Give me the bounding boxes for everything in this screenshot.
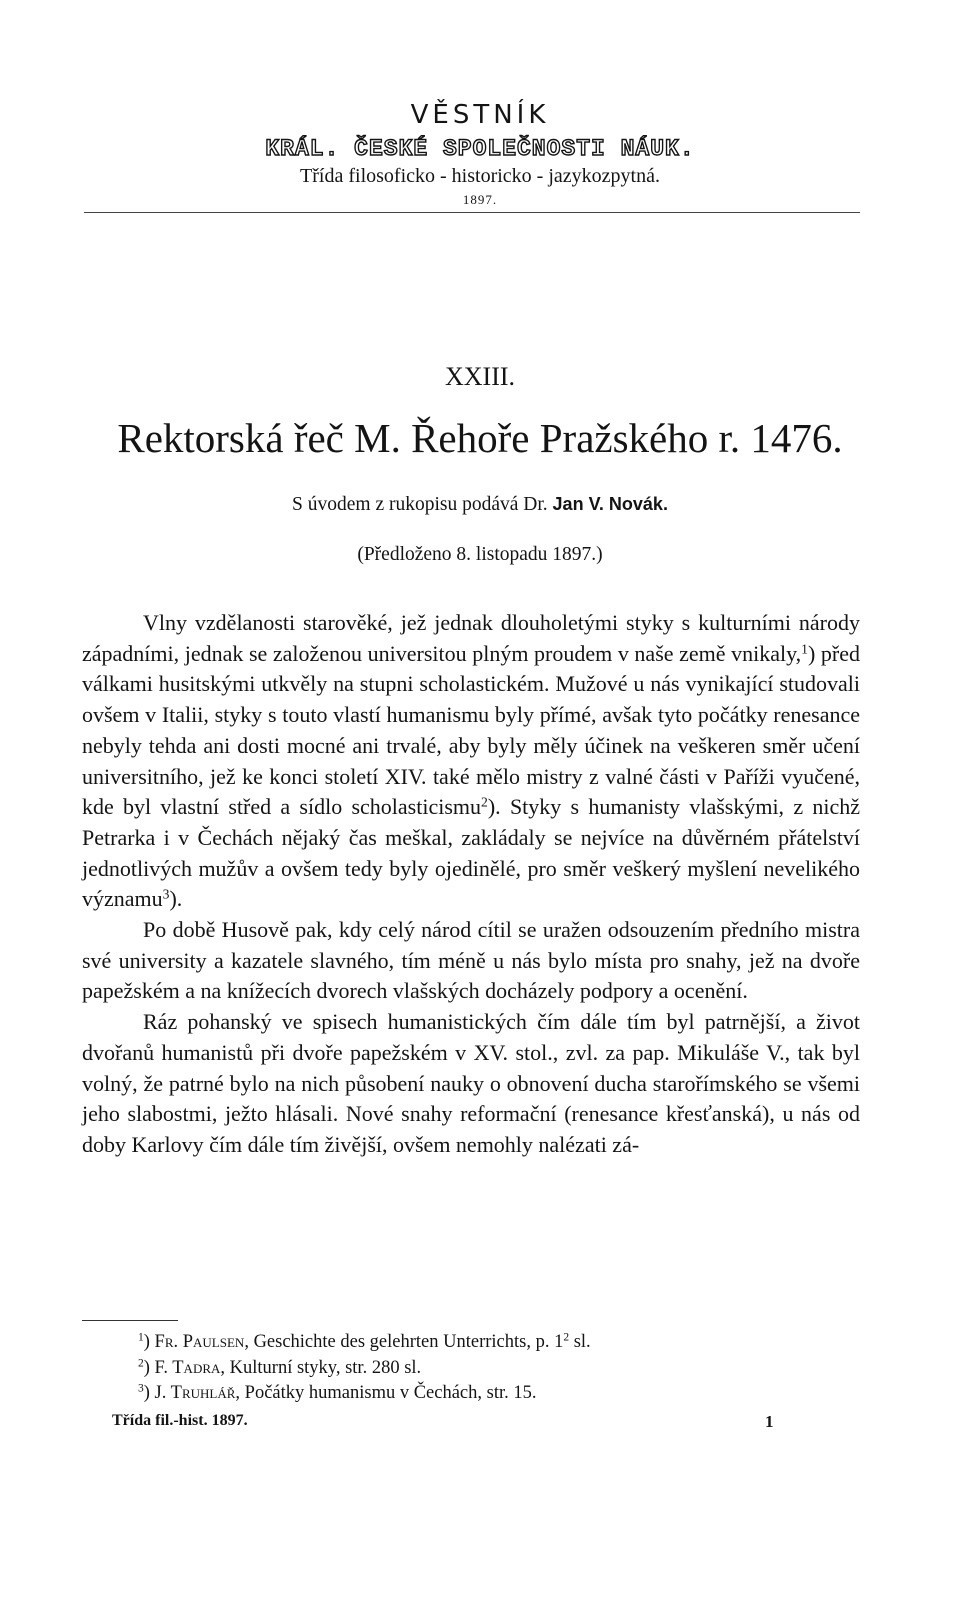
footnote-2: $^2$) F. Tadra, Kulturní styky, str. 280 sl. (138, 1357, 422, 1378)
footnote-marker: 2 (138, 1357, 144, 1370)
paragraph-1 (82, 608, 860, 915)
article-body (82, 608, 860, 1161)
footnote-text: , Počátky humanismu v Čechách, str. 15. (235, 1383, 537, 1403)
paragraph-1-part-c: ). Styky s humanisty vlašskými, z nichž Petrarka i v Čechách nějaký čas meškal, zakládaly se nejvíce na důvěrném přátelství jednotlivých mužův a ovšem tedy byly ojedinělé, pro směr veškerý myšlení nevelikého významu (82, 794, 860, 912)
paragraph-1-part-d: ). (169, 886, 183, 912)
article-subtitle (0, 494, 960, 516)
footnote-1: $^1$) Fr. Paulsen, Geschichte des gelehrten Unterrichts, p. $1^2$ sl. (138, 1331, 591, 1352)
footnote-author: F. Tadra (154, 1357, 221, 1378)
journal-class: Třída filosoficko - historicko - jazykozpytná. (300, 165, 660, 187)
footnote-marker: 1 (138, 1331, 144, 1344)
footer-signature: Třída fil.-hist. 1897. (112, 1412, 248, 1429)
footnote-text: , Geschichte des gelehrten Unterrichts, p. 1 (244, 1332, 564, 1352)
subtitle-text: S úvodem z rukopisu podává Dr. (292, 494, 548, 515)
footnote-3: $^3$) J. Truhlář, Počátky humanismu v Čechách, str. 15. (138, 1382, 537, 1403)
footnote-text: , Kulturní styky, str. 280 sl. (220, 1357, 422, 1378)
journal-year: 1897. (462, 192, 498, 207)
footnote-ref-3: 3 (162, 886, 170, 902)
footnote-marker: 3 (138, 1382, 144, 1395)
society-name: KRÁL. ČESKÉ SPOLEČNOSTI NÁUK. (265, 136, 695, 162)
paragraph-3: Ráz pohanský ve spisech humanistických čím dále tím byl patrnější, a život dvořanů humanistů při dvoře papežském v XV. stol., zvl. za pap. Mikuláše V., tak byl volný, že patrné bylo na nich působení nauky o obnovení ducha starořímského se všemi jeho slabostmi, ježto hlásali. Nové snahy reformační (renesance křesťanská), u nás od doby Karlovy čím dále tím živější, ovšem nemohly nalézati zá- (82, 1009, 860, 1157)
paragraph-2: Po době Husově pak, kdy celý národ cítil se uražen odsouzením předního mistra své university a kazatele slavného, tím méně u nás bylo místa pro snahy, jež na dvoře papežském a na knížecích dvorech vlašských docházely podpory a ocenění. (82, 917, 860, 1004)
footnote-ref-2: 2 (481, 794, 488, 810)
article-author: Jan V. Novák. (552, 494, 668, 514)
article-number: XXIII. (444, 362, 516, 391)
journal-title: VĚSTNÍK (410, 100, 550, 130)
footnote-superscript: 2 (563, 1331, 570, 1344)
footnote-author: Fr. Paulsen (154, 1332, 245, 1352)
paragraph-1-part-b: ) před válkami husitskými utkvěly na stupni scholastickém. Mužové u nás vynikající studovali ovšem v Italii, styky s touto vlastí humanismu byly přímé, avšak tyto počátky renesance nebyly tehda ani dosti mocné ani trvalé, aby byly měly účinek na veškeren směr učení universitního, jež ke konci století XIV. také mělo mistry z valné části v Paříži vyučené, kde byl vlastní střed a sídlo scholasticismu (82, 640, 860, 820)
masthead-rule (84, 212, 860, 213)
page-number: 1 (765, 1412, 774, 1431)
presented-date: (Předloženo 8. listopadu 1897.) (357, 544, 603, 565)
article-title: Rektorská řeč M. Řehoře Pražského r. 1476. (117, 415, 843, 461)
footnote-rule (82, 1320, 178, 1321)
paragraph-1-part-a: Vlny vzdělanosti starověké, jež jednak dlouholetými styky s kulturními národy západními, jednak se založenou universitou plným proudem v naše země vnikaly, (82, 610, 860, 666)
footnotes (138, 1330, 838, 1407)
footnote-ref-1: 1 (801, 641, 808, 657)
footnote-author: J. Truhlář (154, 1383, 236, 1403)
footnote-tail: sl. (569, 1332, 591, 1352)
